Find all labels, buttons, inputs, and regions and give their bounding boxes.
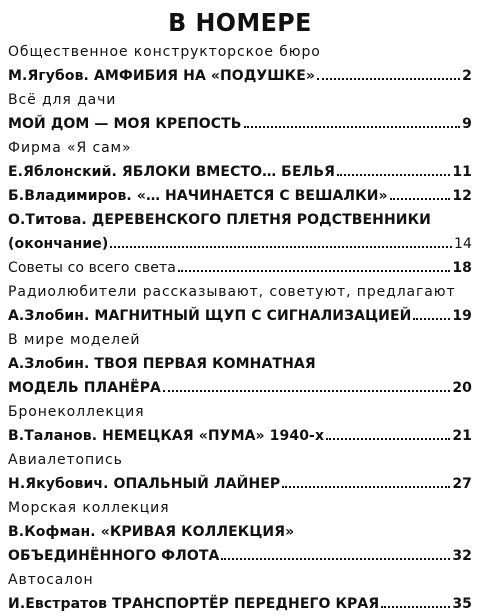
- page-number: 19: [452, 308, 472, 324]
- dot-leader: [381, 592, 450, 608]
- dot-leader: [326, 424, 450, 440]
- toc-entry[interactable]: [8, 304, 472, 328]
- page-number: 18: [452, 260, 472, 276]
- page-number: 9: [462, 116, 472, 132]
- page-number: 35: [452, 596, 472, 612]
- page-number: 21: [452, 428, 472, 444]
- page-number: 14: [453, 236, 472, 252]
- article-title-line: А.Злобин. ТВОЯ ПЕРВАЯ КОМНАТНАЯ: [8, 356, 316, 372]
- page-number: 20: [452, 380, 472, 396]
- article-title: В.Таланов. НЕМЕЦКАЯ «ПУМА» 1940-х: [8, 428, 325, 444]
- page-number: 2: [462, 68, 472, 84]
- article-title: МОДЕЛЬ ПЛАНЁРА: [8, 380, 161, 396]
- article-title: Н.Якубович. ОПАЛЬНЫЙ ЛАЙНЕР: [8, 476, 281, 492]
- toc-entry[interactable]: [8, 64, 472, 88]
- section-heading: Радиолюбители рассказывают, советуют, предлагают: [8, 284, 456, 300]
- contents-list: [8, 40, 472, 616]
- article-title: Советы со всего света: [8, 260, 176, 276]
- page-number: 27: [452, 476, 472, 492]
- toc-entry[interactable]: [8, 112, 472, 136]
- article-title: А.Злобин. МАГНИТНЫЙ ЩУП С СИГНАЛИЗАЦИЕЙ: [8, 308, 412, 324]
- page-title: В НОМЕРЕ: [168, 8, 312, 37]
- section-heading: Автосалон: [8, 572, 94, 588]
- toc-entry[interactable]: [8, 256, 472, 280]
- section-heading: Общественное конструкторское бюро: [8, 44, 321, 60]
- dot-leader: [337, 160, 450, 176]
- section-heading: Авиалетопись: [8, 452, 123, 468]
- dot-leader: [413, 304, 450, 320]
- article-title: ОБЪЕДИНЁННОГО ФЛОТА: [8, 548, 220, 564]
- toc-entry[interactable]: [8, 424, 472, 448]
- dot-leader: [282, 472, 450, 488]
- page-number: 11: [452, 164, 472, 180]
- section-heading: Бронеколлекция: [8, 404, 145, 420]
- dot-leader: [163, 376, 450, 392]
- article-title: (окончание): [8, 236, 109, 252]
- dot-leader: [110, 232, 452, 248]
- section-heading: В мире моделей: [8, 332, 141, 348]
- article-title: Е.Яблонский. ЯБЛОКИ ВМЕСТО… БЕЛЬЯ: [8, 164, 335, 180]
- toc-entry[interactable]: [8, 184, 472, 208]
- dot-leader: [317, 64, 460, 80]
- toc-entry[interactable]: [8, 592, 472, 616]
- section-heading: Морская коллекция: [8, 500, 170, 516]
- toc-entry[interactable]: [8, 472, 472, 496]
- toc-entry[interactable]: [8, 160, 472, 184]
- article-title: И.Евстратов ТРАНСПОРТЁР ПЕРЕДНЕГО КРАЯ: [8, 596, 380, 612]
- article-title-line: О.Титова. ДЕРЕВЕНСКОГО ПЛЕТНЯ РОДСТВЕННИКИ: [8, 212, 431, 228]
- article-title: МОЙ ДОМ — МОЯ КРЕПОСТЬ: [8, 116, 242, 132]
- dot-leader: [221, 544, 450, 560]
- section-heading: Фирма «Я сам»: [8, 140, 132, 156]
- article-title: Б.Владимиров. «… НАЧИНАЕТСЯ С ВЕШАЛКИ»: [8, 188, 388, 204]
- dot-leader: [390, 184, 451, 200]
- article-title-line: В.Кофман. «КРИВАЯ КОЛЛЕКЦИЯ»: [8, 524, 295, 540]
- dot-leader: [244, 112, 461, 128]
- toc-entry[interactable]: [8, 376, 472, 400]
- page-number: 12: [452, 188, 472, 204]
- page-number: 32: [452, 548, 472, 564]
- section-heading: Всё для дачи: [8, 92, 117, 108]
- toc-entry[interactable]: [8, 544, 472, 568]
- toc-entry[interactable]: [8, 232, 472, 256]
- dot-leader: [178, 256, 450, 272]
- article-title: М.Ягубов. АМФИБИЯ НА «ПОДУШКЕ»: [8, 68, 316, 84]
